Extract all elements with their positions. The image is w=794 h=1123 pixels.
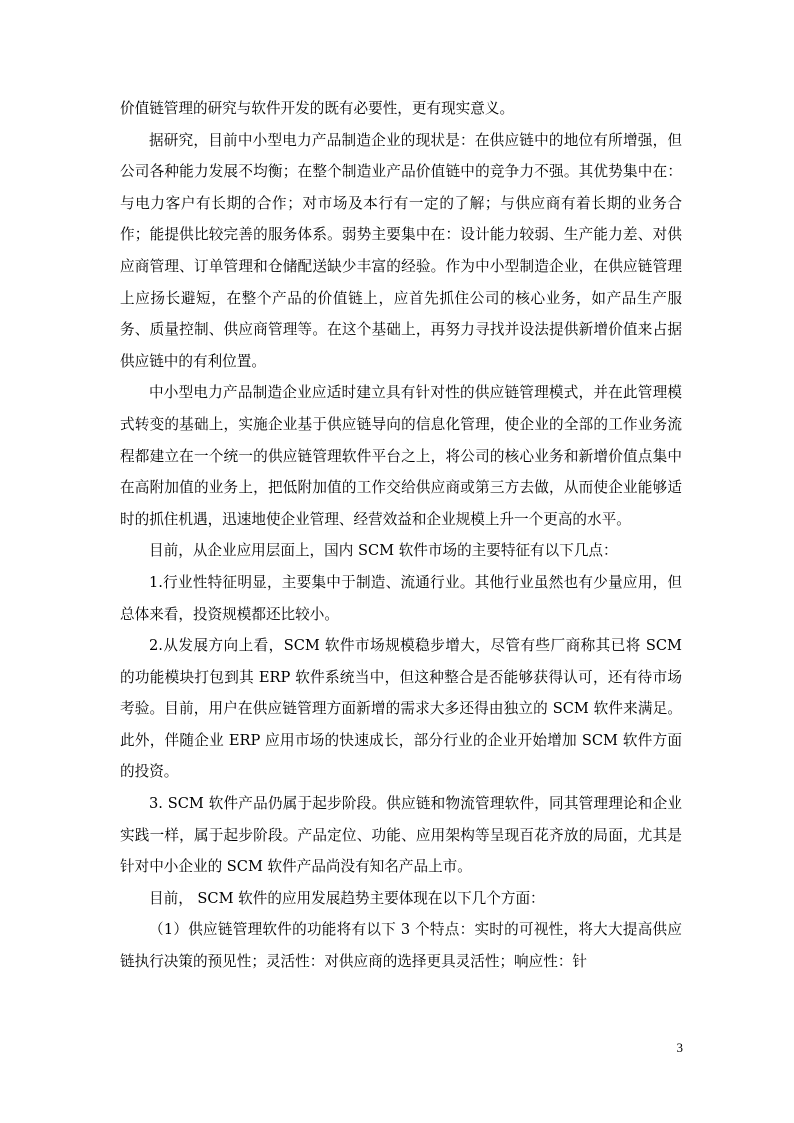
paragraph-7: 3. SCM 软件产品仍属于起步阶段。供应链和物流管理软件，同其管理理论和企业实践一样，属于起步阶段。产品定位、功能、应用架构等呈现百花齐放的局面，尤其是针对中小企业的 SCM 软件产品尚没有知名产品上市。 <box>120 795 682 876</box>
body-text <box>120 93 682 978</box>
paragraph-2: 据研究，目前中小型电力产品制造企业的现状是：在供应链中的地位有所增强，但公司各种能力发展不均衡；在整个制造业产品价值链中的竞争力不强。其优势集中在：与电力客户有长期的合作；对市场及本行有一定的了解；与供应商有着长期的业务合作；能提供比较完善的服务体系。弱势主要集中在：设计能力较弱、生产能力差、对供应商管理、订单管理和仓储配送缺少丰富的经验。作为中小型制造企业，在供应链管理上应扬长避短，在整个产品的价值链上，应首先抓住公司的核心业务，如产品生产服务、质量控制、供应商管理等。在这个基础上，再努力寻找并设法提供新增价值来占据供应链中的有利位置。 <box>120 131 682 370</box>
paragraph-3: 中小型电力产品制造企业应适时建立具有针对性的供应链管理模式，并在此管理模式转变的基础上，实施企业基于供应链导向的信息化管理，使企业的全部的工作业务流程都建立在一个统一的供应链管理软件平台之上，将公司的核心业务和新增价值点集中在高附加值的业务上，把低附加值的工作交给供应商或第三方去做，从而使企业能够适时的抓住机遇，迅速地使企业管理、经营效益和企业规模上升一个更高的水平。 <box>120 384 682 528</box>
paragraph-6: 2.从发展方向上看，SCM 软件市场规模稳步增大，尽管有些厂商称其已将 SCM 的功能模块打包到其 ERP 软件系统当中，但这种整合是否能够获得认可，还有待市场考验。目前，用户在供应链管理方面新增的需求大多还得由独立的 SCM 软件来满足。此外，伴随企业 ERP 应用市场的快速成长，部分行业的企业开始增加 SCM 软件方面的投资。 <box>120 637 682 781</box>
paragraph-4: 目前，从企业应用层面上，国内 SCM 软件市场的主要特征有以下几点： <box>149 542 618 560</box>
paragraph-8: 目前， SCM 软件的应用发展趋势主要体现在以下几个方面： <box>149 889 545 907</box>
page-number: 3 <box>676 1040 683 1055</box>
paragraph-9: （1）供应链管理软件的功能将有以下 3 个特点：实时的可视性，将大大提高供应链执行决策的预见性；灵活性：对供应商的选择更具灵活性；响应性：针 <box>120 921 682 971</box>
paragraph-1: 价值链管理的研究与软件开发的既有必要性，更有现实意义。 <box>120 100 515 117</box>
paragraph-5: 1.行业性特征明显，主要集中于制造、流通行业。其他行业虽然也有少量应用，但总体来看，投资规模都还比较小。 <box>120 573 682 623</box>
